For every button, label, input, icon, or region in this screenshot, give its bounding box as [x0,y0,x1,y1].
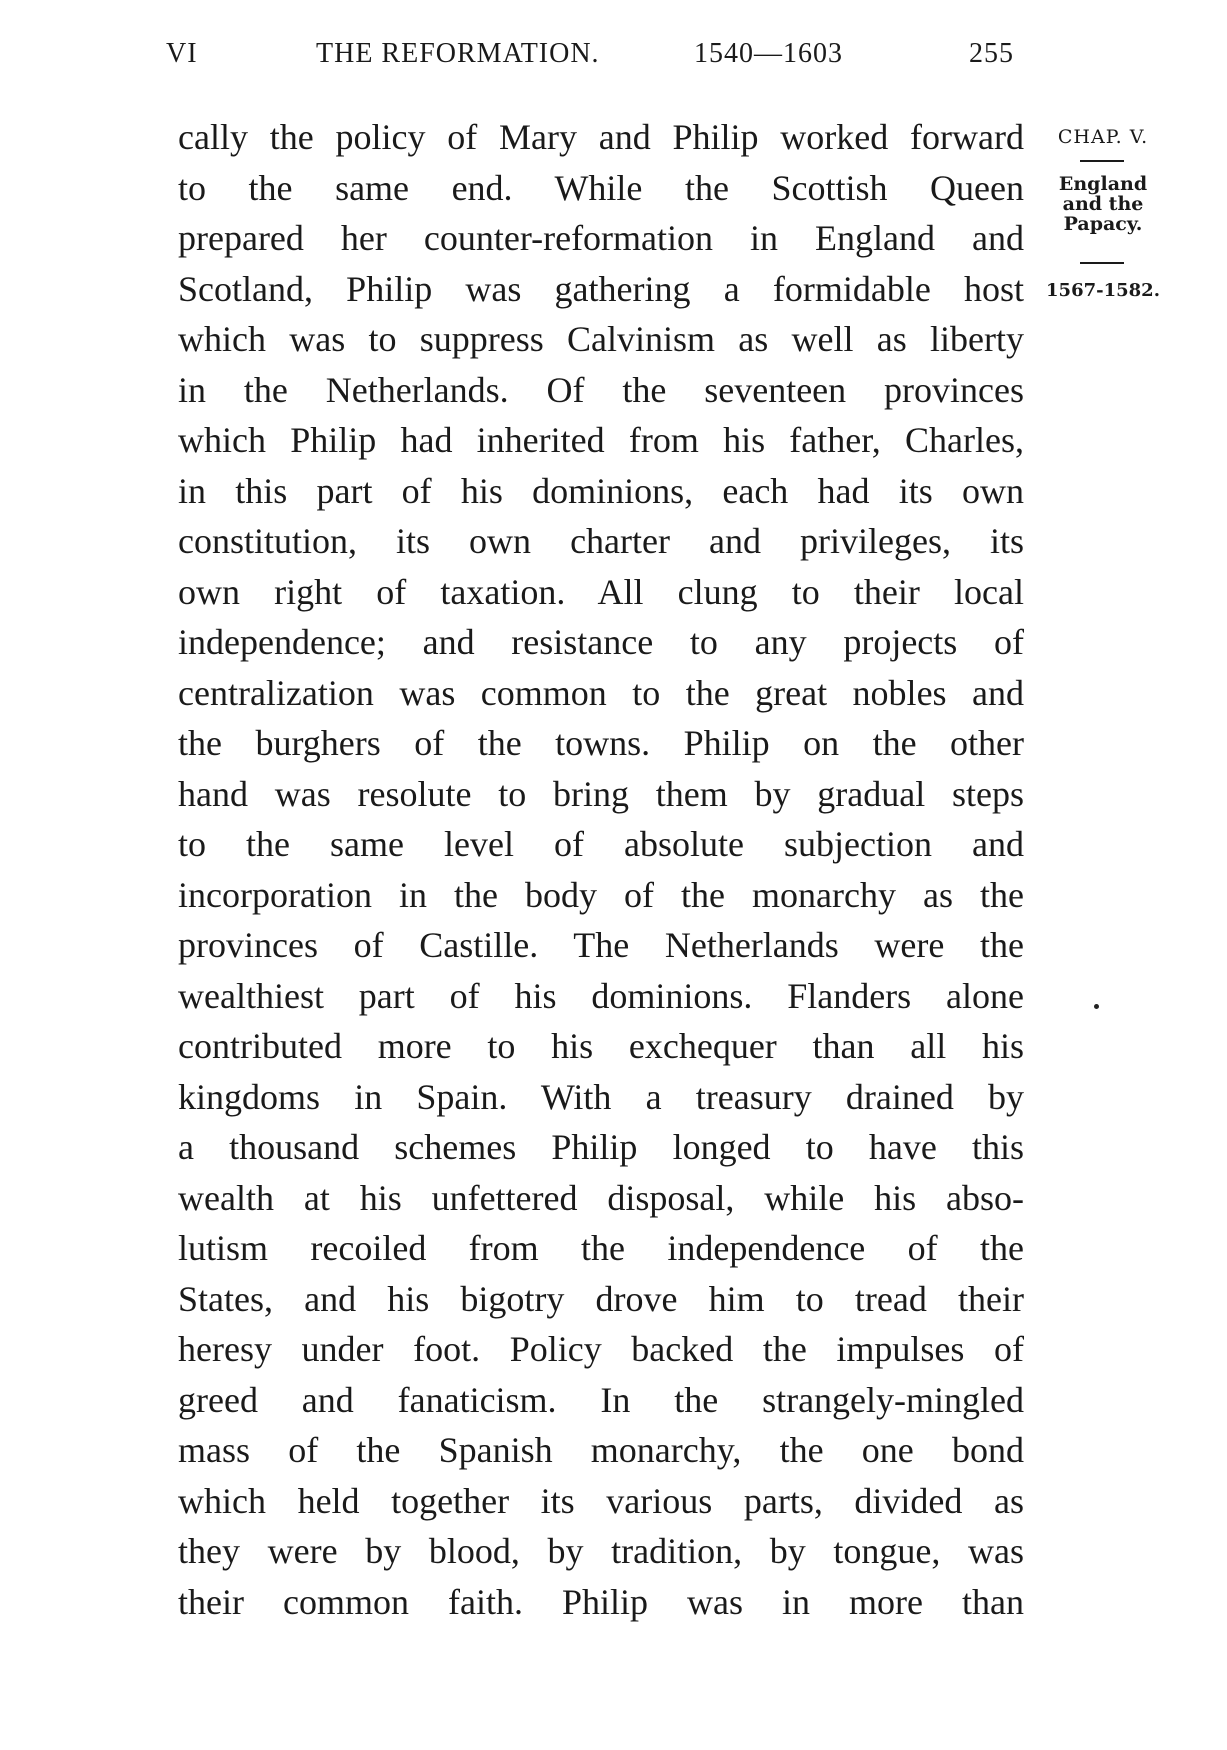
header-section-number: VI [166,38,198,69]
text-line: prepared her counter-reformation in England and [178,218,1024,258]
text-line: their common faith. Philip was in more than [178,1581,1024,1622]
text-line: they were by blood, by tradition, by tongue, was [178,1531,1024,1571]
text-line: contributed more to his exchequer than all his [178,1026,1024,1066]
running-header [166,38,1024,78]
text-line: heresy under foot. Policy backed the impulses of [178,1329,1024,1369]
text-line: the burghers of the towns. Philip on the other [178,723,1024,763]
text-line: wealth at his unfettered disposal, while his abso- [178,1177,1024,1218]
text-line: States, and his bigotry drove him to tread their [178,1278,1024,1319]
text-line: a thousand schemes Philip longed to have this [178,1127,1024,1167]
text-line: centralization was common to the great nobles and [178,672,1024,713]
body-text [178,112,1024,1627]
margin-chapter-label: CHAP. V. [1057,126,1149,148]
page-number: 255 [969,38,1014,69]
text-line: cally the policy of Mary and Philip worked forward [178,117,1024,157]
text-line: hand was resolute to bring them by gradual steps [178,773,1024,814]
text-line: greed and fanaticism. In the strangely-mingled [178,1379,1024,1420]
text-line: lutism recoiled from the independence of the [178,1228,1024,1268]
text-line: own right of taxation. All clung to their local [178,571,1024,612]
text-line: provinces of Castille. The Netherlands were the [178,925,1024,965]
text-line: in this part of his dominions, each had its own [178,470,1024,511]
header-title: THE REFORMATION. [316,38,600,69]
text-line: Scotland, Philip was gathering a formidable host [178,268,1024,309]
text-line: mass of the Spanish monarchy, the one bond [178,1430,1024,1470]
margin-topic-note [1042,174,1164,234]
text-line: which Philip had inherited from his father, Charles, [178,420,1024,460]
text-line: which held together its various parts, divided as [178,1480,1024,1521]
margin-dates: 1567-1582. [1046,280,1160,301]
text-line: to the same level of absolute subjection and [178,824,1024,864]
text-line: incorporation in the body of the monarchy as the [178,874,1024,915]
text-line: kingdoms in Spain. With a treasury drained by [178,1076,1024,1117]
text-line: wealthiest part of his dominions. Flanders alone [178,975,1024,1016]
header-years: 1540—1603 [694,38,843,69]
text-line: independence; and resistance to any projects of [178,622,1024,662]
margin-topic-line: Papacy. [1063,213,1143,235]
margin-topic-line: and the [1062,193,1144,215]
text-line: which was to suppress Calvinism as well as liberty [178,319,1024,359]
ink-speck [1094,1004,1099,1009]
margin-topic-line: England [1058,173,1148,195]
margin-rule [1080,160,1124,162]
text-line: in the Netherlands. Of the seventeen provinces [178,369,1024,410]
margin-rule [1080,262,1124,264]
text-line: constitution, its own charter and privileges, its [178,521,1024,561]
text-line: to the same end. While the Scottish Queen [178,167,1024,208]
